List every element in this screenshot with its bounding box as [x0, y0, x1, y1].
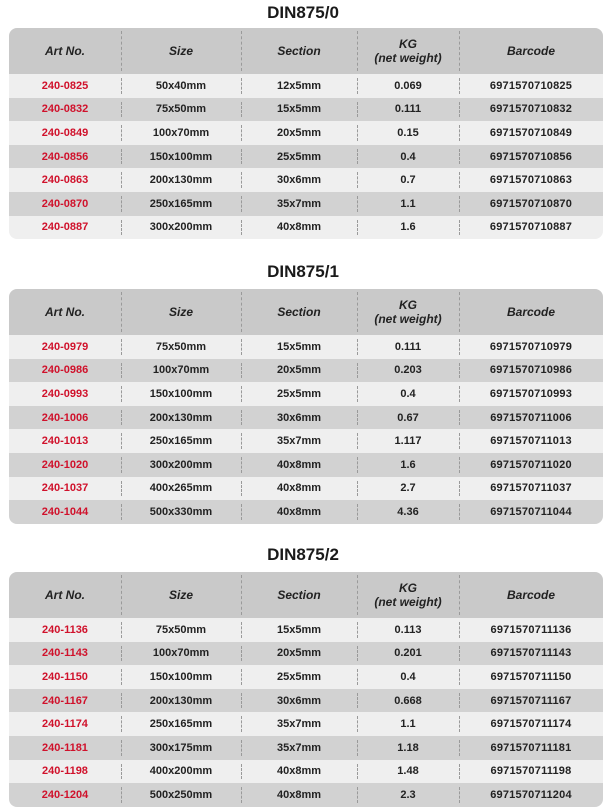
header-barcode: Barcode — [459, 28, 603, 74]
size-cell: 50x40mm — [121, 74, 241, 98]
table-row — [9, 98, 603, 122]
barcode-cell: 6971570710979 — [459, 335, 603, 359]
weight-cell: 1.48 — [357, 760, 459, 784]
size-cell: 100x70mm — [121, 642, 241, 666]
table-header — [9, 289, 603, 335]
barcode-cell: 6971570710825 — [459, 74, 603, 98]
table-row — [9, 760, 603, 784]
header-kg-label: KG — [398, 37, 417, 51]
weight-cell: 1.1 — [357, 192, 459, 216]
table-row — [9, 382, 603, 406]
header-art-no: Art No. — [45, 588, 85, 602]
header-art-no: Art No. — [45, 305, 85, 319]
barcode-cell: 6971570711020 — [459, 453, 603, 477]
table-row — [9, 359, 603, 383]
table-title: DIN875/1 — [267, 262, 339, 281]
art-no-cell: 240-1167 — [42, 694, 88, 707]
weight-cell: 0.15 — [357, 121, 459, 145]
header-kg-sub: (net weight) — [374, 312, 442, 326]
size-cell: 300x200mm — [121, 453, 241, 477]
table-row — [9, 216, 603, 240]
header-barcode: Barcode — [459, 572, 603, 618]
art-no-cell: 240-1037 — [41, 482, 89, 495]
size-cell: 75x50mm — [121, 335, 241, 359]
art-no-cell: 240-1020 — [41, 458, 89, 471]
table-row — [9, 712, 603, 736]
table-row — [9, 74, 603, 98]
size-cell: 75x50mm — [121, 618, 241, 642]
art-no-cell: 240-0979 — [41, 340, 89, 353]
art-no-cell: 240-1204 — [41, 788, 89, 801]
weight-cell: 4.36 — [357, 500, 459, 524]
size-cell: 200x130mm — [121, 689, 241, 713]
size-cell: 400x265mm — [121, 477, 241, 501]
weight-cell: 1.1 — [357, 712, 459, 736]
header-section: Section — [241, 28, 357, 74]
weight-cell: 0.203 — [357, 359, 459, 383]
weight-cell: 1.6 — [357, 453, 459, 477]
table-row — [9, 406, 603, 430]
art-no-cell: 240-1181 — [42, 741, 88, 754]
header-kg-label: KG — [398, 581, 417, 595]
barcode-cell: 6971570710863 — [459, 168, 603, 192]
section-cell: 30x6mm — [241, 689, 357, 713]
barcode-cell: 6971570711013 — [459, 429, 603, 453]
size-cell: 250x165mm — [121, 712, 241, 736]
art-no-cell: 240-0870 — [41, 197, 89, 210]
table-row — [9, 453, 603, 477]
section-cell: 40x8mm — [241, 453, 357, 477]
header-kg — [357, 28, 459, 74]
size-cell: 150x100mm — [121, 665, 241, 689]
barcode-cell: 6971570711174 — [459, 712, 603, 736]
art-no-cell: 240-1143 — [42, 647, 88, 660]
table-header — [9, 572, 603, 618]
section-cell: 40x8mm — [241, 477, 357, 501]
section-cell: 15x5mm — [241, 335, 357, 359]
size-cell: 150x100mm — [121, 382, 241, 406]
header-kg — [357, 572, 459, 618]
size-cell: 75x50mm — [121, 98, 241, 122]
barcode-cell: 6971570710849 — [459, 121, 603, 145]
barcode-cell: 6971570710887 — [459, 216, 603, 240]
header-art-no: Art No. — [45, 44, 85, 58]
barcode-cell: 6971570711143 — [459, 642, 603, 666]
barcode-cell: 6971570710993 — [459, 382, 603, 406]
section-cell: 20x5mm — [241, 121, 357, 145]
barcode-cell: 6971570710870 — [459, 192, 603, 216]
art-no-cell: 240-0849 — [41, 126, 89, 139]
art-no-cell: 240-0986 — [41, 364, 89, 377]
table-row — [9, 335, 603, 359]
section-cell: 20x5mm — [241, 359, 357, 383]
weight-cell: 0.111 — [357, 335, 459, 359]
header-section: Section — [241, 289, 357, 335]
section-cell: 40x8mm — [241, 500, 357, 524]
weight-cell: 0.069 — [357, 74, 459, 98]
barcode-cell: 6971570711150 — [459, 665, 603, 689]
header-size: Size — [121, 28, 241, 74]
header-size: Size — [121, 572, 241, 618]
art-no-cell: 240-1136 — [42, 623, 88, 636]
weight-cell: 2.3 — [357, 783, 459, 807]
section-cell: 20x5mm — [241, 642, 357, 666]
header-kg — [357, 289, 459, 335]
size-cell: 300x175mm — [121, 736, 241, 760]
section-cell: 30x6mm — [241, 168, 357, 192]
size-cell: 300x200mm — [121, 216, 241, 240]
art-no-cell: 240-1013 — [41, 435, 89, 448]
section-cell: 35x7mm — [241, 192, 357, 216]
art-no-cell: 240-0832 — [41, 103, 89, 116]
art-no-cell: 240-0863 — [41, 174, 89, 187]
art-no-cell: 240-1150 — [42, 670, 88, 683]
art-no-cell: 240-1044 — [41, 505, 89, 518]
weight-cell: 2.7 — [357, 477, 459, 501]
size-cell: 500x330mm — [121, 500, 241, 524]
section-cell: 15x5mm — [241, 618, 357, 642]
weight-cell: 0.4 — [357, 382, 459, 406]
weight-cell: 1.18 — [357, 736, 459, 760]
size-cell: 100x70mm — [121, 121, 241, 145]
table-title: DIN875/0 — [267, 3, 339, 22]
art-no-cell: 240-1006 — [41, 411, 89, 424]
table-row — [9, 477, 603, 501]
size-cell: 250x165mm — [121, 192, 241, 216]
size-cell: 250x165mm — [121, 429, 241, 453]
table-row — [9, 736, 603, 760]
table-row — [9, 689, 603, 713]
barcode-cell: 6971570710832 — [459, 98, 603, 122]
header-size: Size — [121, 289, 241, 335]
art-no-cell: 240-0887 — [41, 221, 89, 234]
table-row — [9, 618, 603, 642]
weight-cell: 0.67 — [357, 406, 459, 430]
art-no-cell: 240-0856 — [41, 150, 89, 163]
section-cell: 35x7mm — [241, 712, 357, 736]
barcode-cell: 6971570711136 — [459, 618, 603, 642]
weight-cell: 0.4 — [357, 145, 459, 169]
art-no-cell: 240-1174 — [42, 718, 88, 731]
table-row — [9, 429, 603, 453]
weight-cell: 1.117 — [357, 429, 459, 453]
weight-cell: 1.6 — [357, 216, 459, 240]
table-header — [9, 28, 603, 74]
table-row — [9, 145, 603, 169]
size-cell: 200x130mm — [121, 168, 241, 192]
weight-cell: 0.4 — [357, 665, 459, 689]
section-cell: 40x8mm — [241, 760, 357, 784]
table-row — [9, 168, 603, 192]
spec-table — [9, 572, 603, 807]
table-row — [9, 665, 603, 689]
table-row — [9, 642, 603, 666]
header-kg-sub: (net weight) — [374, 595, 442, 609]
section-cell: 25x5mm — [241, 665, 357, 689]
section-cell: 12x5mm — [241, 74, 357, 98]
size-cell: 200x130mm — [121, 406, 241, 430]
barcode-cell: 6971570711037 — [459, 477, 603, 501]
barcode-cell: 6971570711006 — [459, 406, 603, 430]
barcode-cell: 6971570711044 — [459, 500, 603, 524]
section-cell: 25x5mm — [241, 382, 357, 406]
art-no-cell: 240-0825 — [41, 79, 89, 92]
section-cell: 30x6mm — [241, 406, 357, 430]
barcode-cell: 6971570710986 — [459, 359, 603, 383]
barcode-cell: 6971570711181 — [459, 736, 603, 760]
weight-cell: 0.113 — [357, 618, 459, 642]
barcode-cell: 6971570710856 — [459, 145, 603, 169]
size-cell: 400x200mm — [121, 760, 241, 784]
section-cell: 15x5mm — [241, 98, 357, 122]
weight-cell: 0.7 — [357, 168, 459, 192]
weight-cell: 0.201 — [357, 642, 459, 666]
size-cell: 500x250mm — [121, 783, 241, 807]
section-cell: 40x8mm — [241, 216, 357, 240]
header-section: Section — [241, 572, 357, 618]
header-kg-sub: (net weight) — [374, 51, 442, 65]
table-row — [9, 783, 603, 807]
section-cell: 35x7mm — [241, 736, 357, 760]
table-title: DIN875/2 — [267, 545, 339, 564]
section-cell: 25x5mm — [241, 145, 357, 169]
header-barcode: Barcode — [459, 289, 603, 335]
size-cell: 100x70mm — [121, 359, 241, 383]
size-cell: 150x100mm — [121, 145, 241, 169]
spec-table — [9, 289, 603, 524]
weight-cell: 0.111 — [357, 98, 459, 122]
barcode-cell: 6971570711204 — [459, 783, 603, 807]
table-row — [9, 121, 603, 145]
spec-table — [9, 28, 603, 239]
table-row — [9, 192, 603, 216]
barcode-cell: 6971570711167 — [459, 689, 603, 713]
header-kg-label: KG — [398, 298, 417, 312]
weight-cell: 0.668 — [357, 689, 459, 713]
table-row — [9, 500, 603, 524]
art-no-cell: 240-1198 — [42, 765, 88, 778]
section-cell: 40x8mm — [241, 783, 357, 807]
barcode-cell: 6971570711198 — [459, 760, 603, 784]
art-no-cell: 240-0993 — [41, 387, 89, 400]
section-cell: 35x7mm — [241, 429, 357, 453]
